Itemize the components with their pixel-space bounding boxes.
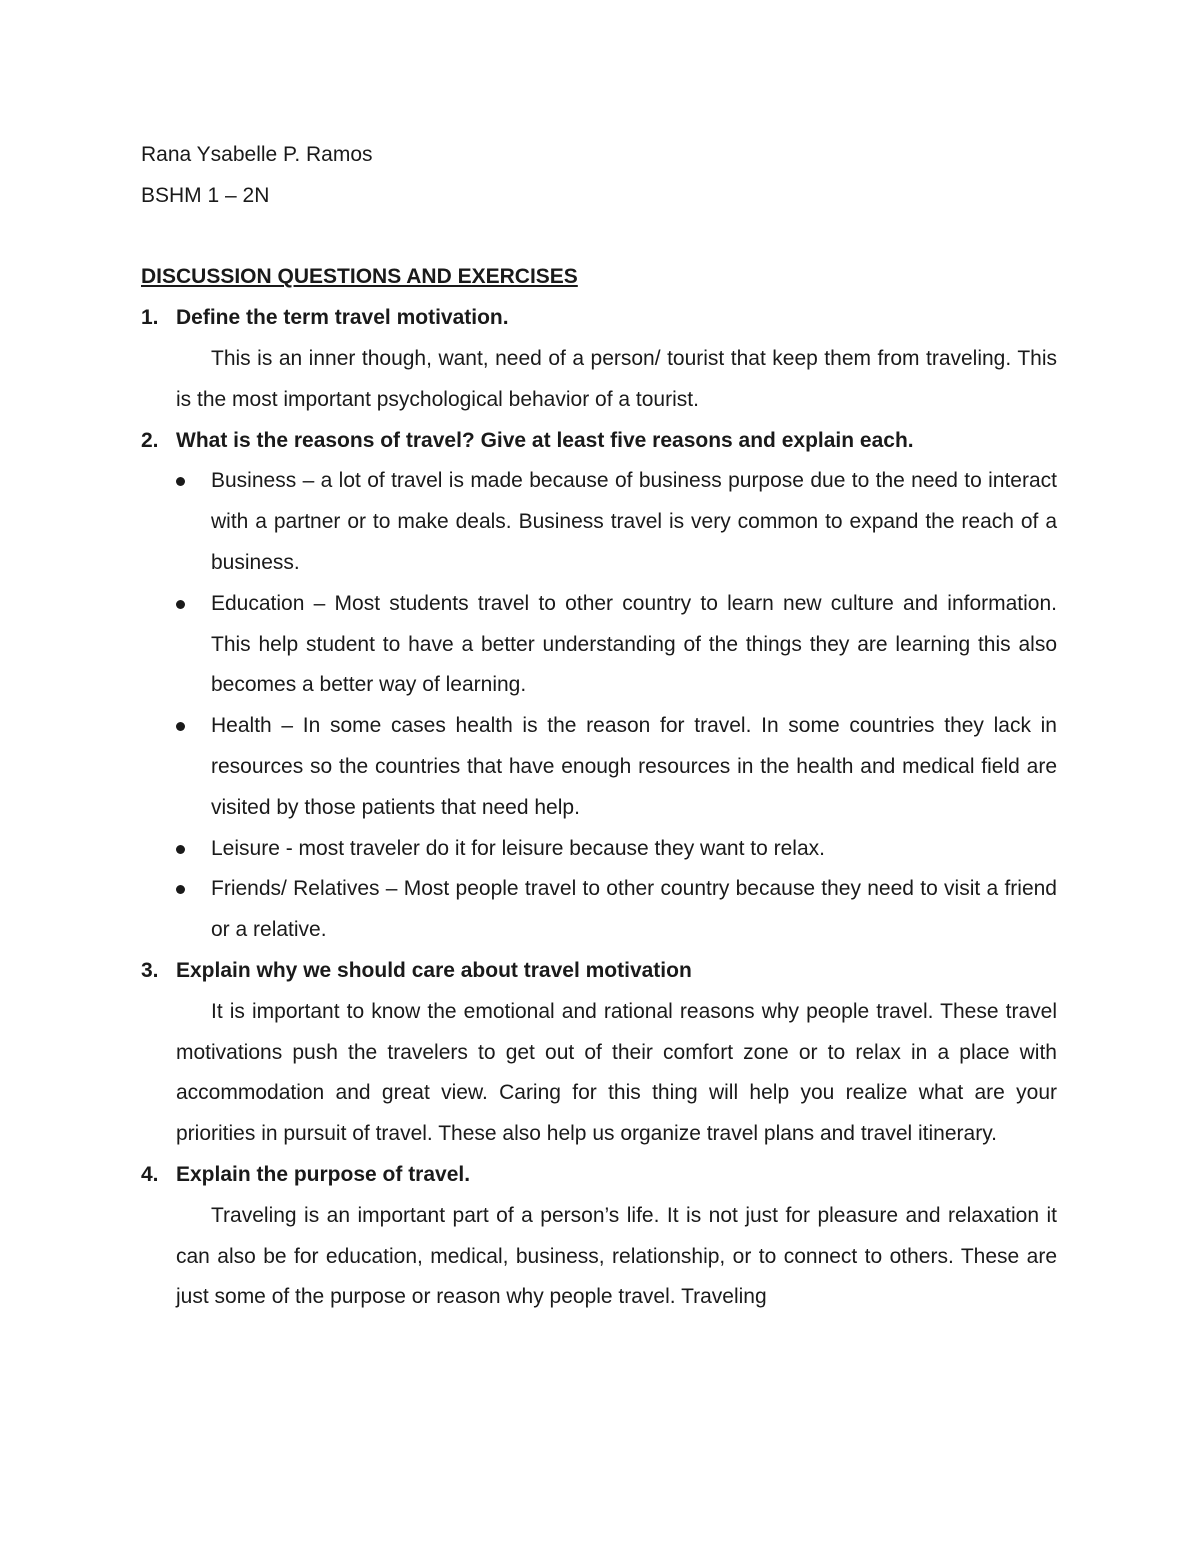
answer-1: This is an inner though, want, need of a person/ tourist that keep them from traveling. This is the most important psychological behavior of a tourist. xyxy=(176,346,1057,411)
list-item xyxy=(176,829,1057,870)
bullet-icon xyxy=(176,600,185,609)
spacer xyxy=(141,217,1057,258)
question-text: What is the reasons of travel? Give at least five reasons and explain each. xyxy=(176,428,914,452)
student-name: Rana Ysabelle P. Ramos xyxy=(141,143,373,166)
list-item xyxy=(176,706,1057,828)
answer-4: Traveling is an important part of a person’s life. It is not just for pleasure and relaxation it can also be for education, medical, business, relationship, or to connect to others. These are just some of the purpose or reason why people travel. Traveling xyxy=(176,1203,1057,1309)
question-number: 3. xyxy=(141,958,159,982)
student-section: BSHM 1 – 2N xyxy=(141,183,270,207)
list-item-text: Friends/ Relatives – Most people travel to other country because they need to visit a friend or a relative. xyxy=(211,877,1057,942)
list-item xyxy=(176,461,1057,583)
bullet-icon xyxy=(176,477,185,486)
bullet-icon xyxy=(176,845,185,854)
question-text: Explain why we should care about travel motivation xyxy=(176,958,692,982)
reasons-list xyxy=(176,461,1057,951)
question-1 xyxy=(141,298,1057,339)
list-item-text: Health – In some cases health is the reason for travel. In some countries they lack in resources so the countries that have enough resources in the health and medical field are visited by those patients that need help. xyxy=(211,714,1057,819)
list-item-text: Leisure - most traveler do it for leisure because they want to relax. xyxy=(211,836,825,860)
question-number: 4. xyxy=(141,1162,159,1186)
document-body xyxy=(141,135,1057,1318)
list-item xyxy=(176,584,1057,706)
question-2 xyxy=(141,421,1057,462)
bullet-icon xyxy=(176,885,185,894)
question-4 xyxy=(141,1155,1057,1196)
question-number: 1. xyxy=(141,306,159,330)
question-text: Define the term travel motivation. xyxy=(176,306,509,330)
list-item-text: Education – Most students travel to other country to learn new culture and information. This help student to have a better understanding of the things they are learning this also becomes a better way of learning. xyxy=(211,591,1057,697)
question-3 xyxy=(141,951,1057,992)
question-text: Explain the purpose of travel. xyxy=(176,1162,471,1186)
answer-3: It is important to know the emotional and rational reasons why people travel. These travel motivations push the travelers to get out of their comfort zone or to relax in a place with accommodation and great view. Caring for this thing will help you realize what are your priorities in pursuit of travel. These also help us organize travel plans and travel itinerary. xyxy=(176,999,1057,1146)
page-heading: DISCUSSION QUESTIONS AND EXERCISES xyxy=(141,265,578,289)
list-item xyxy=(176,869,1057,951)
bullet-icon xyxy=(176,722,185,731)
list-item-text: Business – a lot of travel is made because of business purpose due to the need to interact with a partner or to make deals. Business travel is very common to expand the reach of a business. xyxy=(211,469,1057,574)
question-number: 2. xyxy=(141,428,159,452)
